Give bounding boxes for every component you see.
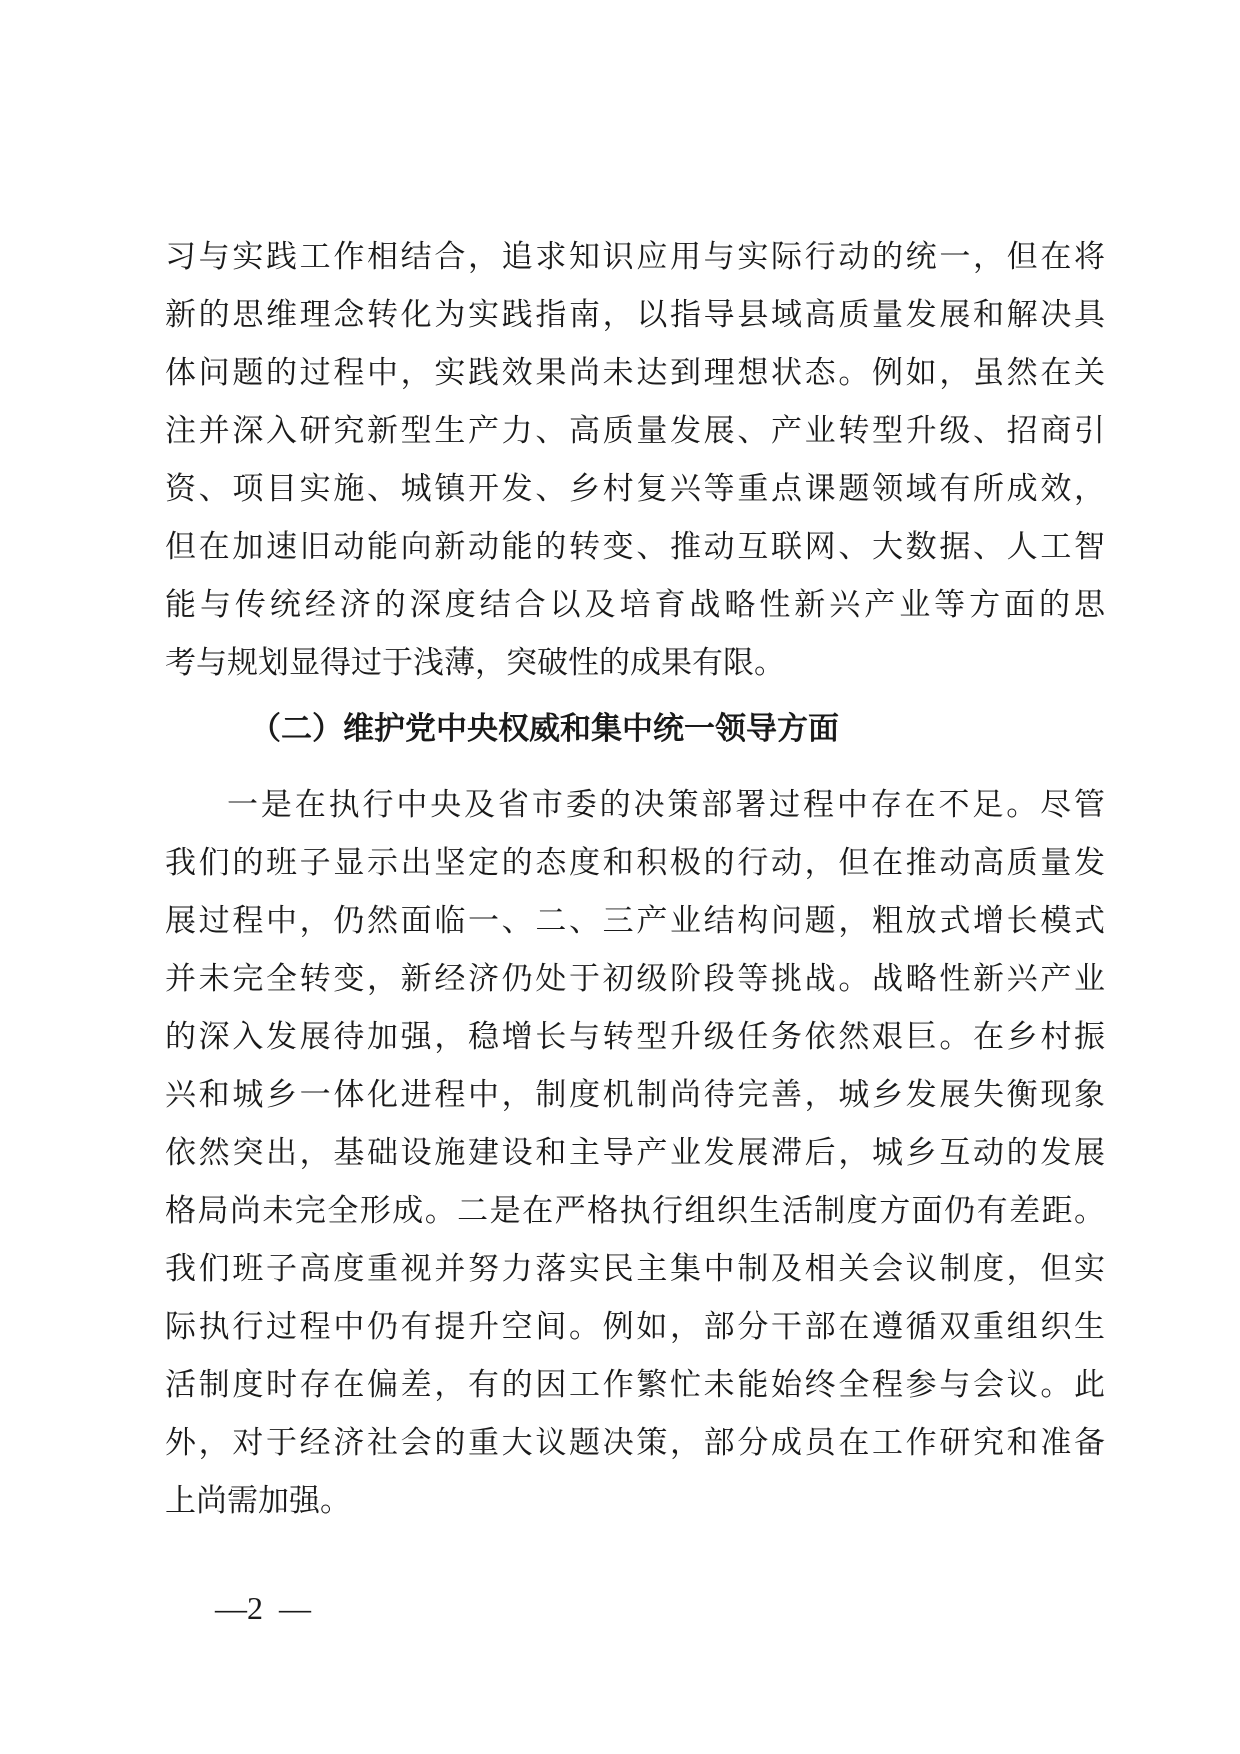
text-line: 上尚需加强。 [165, 1483, 351, 1519]
section-heading: （二）维护党中央权威和集中统一领导方面 [250, 711, 839, 747]
page-number: —2 — [215, 1590, 311, 1626]
text-line: 新的思维理念转化为实践指南，以指导县域高质量发展和解决具 [165, 297, 1105, 333]
text-line: 但在加速旧动能向新动能的转变、推动互联网、大数据、人工智 [165, 529, 1105, 565]
text-line: 一是在执行中央及省市委的决策部署过程中存在不足。尽管 [227, 787, 1105, 823]
text-line: 我们的班子显示出坚定的态度和积极的行动，但在推动高质量发 [165, 845, 1105, 881]
section-spacer [165, 766, 1105, 776]
text-line: 我们班子高度重视并努力落实民主集中制及相关会议制度，但实 [165, 1251, 1105, 1287]
text-line: 体问题的过程中，实践效果尚未达到理想状态。例如，虽然在关 [165, 355, 1105, 391]
text-line: 外，对于经济社会的重大议题决策，部分成员在工作研究和准备 [165, 1425, 1105, 1461]
text-line: 的深入发展待加强，稳增长与转型升级任务依然艰巨。在乡村振 [165, 1019, 1105, 1055]
text-line: 际执行过程中仍有提升空间。例如，部分干部在遵循双重组织生 [165, 1309, 1105, 1345]
text-line: 格局尚未完全形成。二是在严格执行组织生活制度方面仍有差距。 [165, 1193, 1105, 1229]
text-line: 展过程中，仍然面临一、二、三产业结构问题，粗放式增长模式 [165, 903, 1105, 939]
document-body [165, 228, 1105, 1530]
text-line: 注并深入研究新型生产力、高质量发展、产业转型升级、招商引 [165, 413, 1105, 449]
paragraph-main [165, 776, 1105, 1530]
text-line: 习与实践工作相结合，追求知识应用与实际行动的统一，但在将 [165, 239, 1105, 275]
text-line: 依然突出，基础设施建设和主导产业发展滞后，城乡互动的发展 [165, 1135, 1105, 1171]
text-line: 资、项目实施、城镇开发、乡村复兴等重点课题领域有所成效， [165, 471, 1105, 507]
text-line: 活制度时存在偏差，有的因工作繁忙未能始终全程参与会议。此 [165, 1367, 1105, 1403]
paragraph-continued [165, 228, 1105, 692]
text-line: 兴和城乡一体化进程中，制度机制尚待完善，城乡发展失衡现象 [165, 1077, 1105, 1113]
text-line: 并未完全转变，新经济仍处于初级阶段等挑战。战略性新兴产业 [165, 961, 1105, 997]
text-line: 考与规划显得过于浅薄，突破性的成果有限。 [165, 645, 785, 681]
text-line: 能与传统经济的深度结合以及培育战略性新兴产业等方面的思 [165, 587, 1105, 623]
